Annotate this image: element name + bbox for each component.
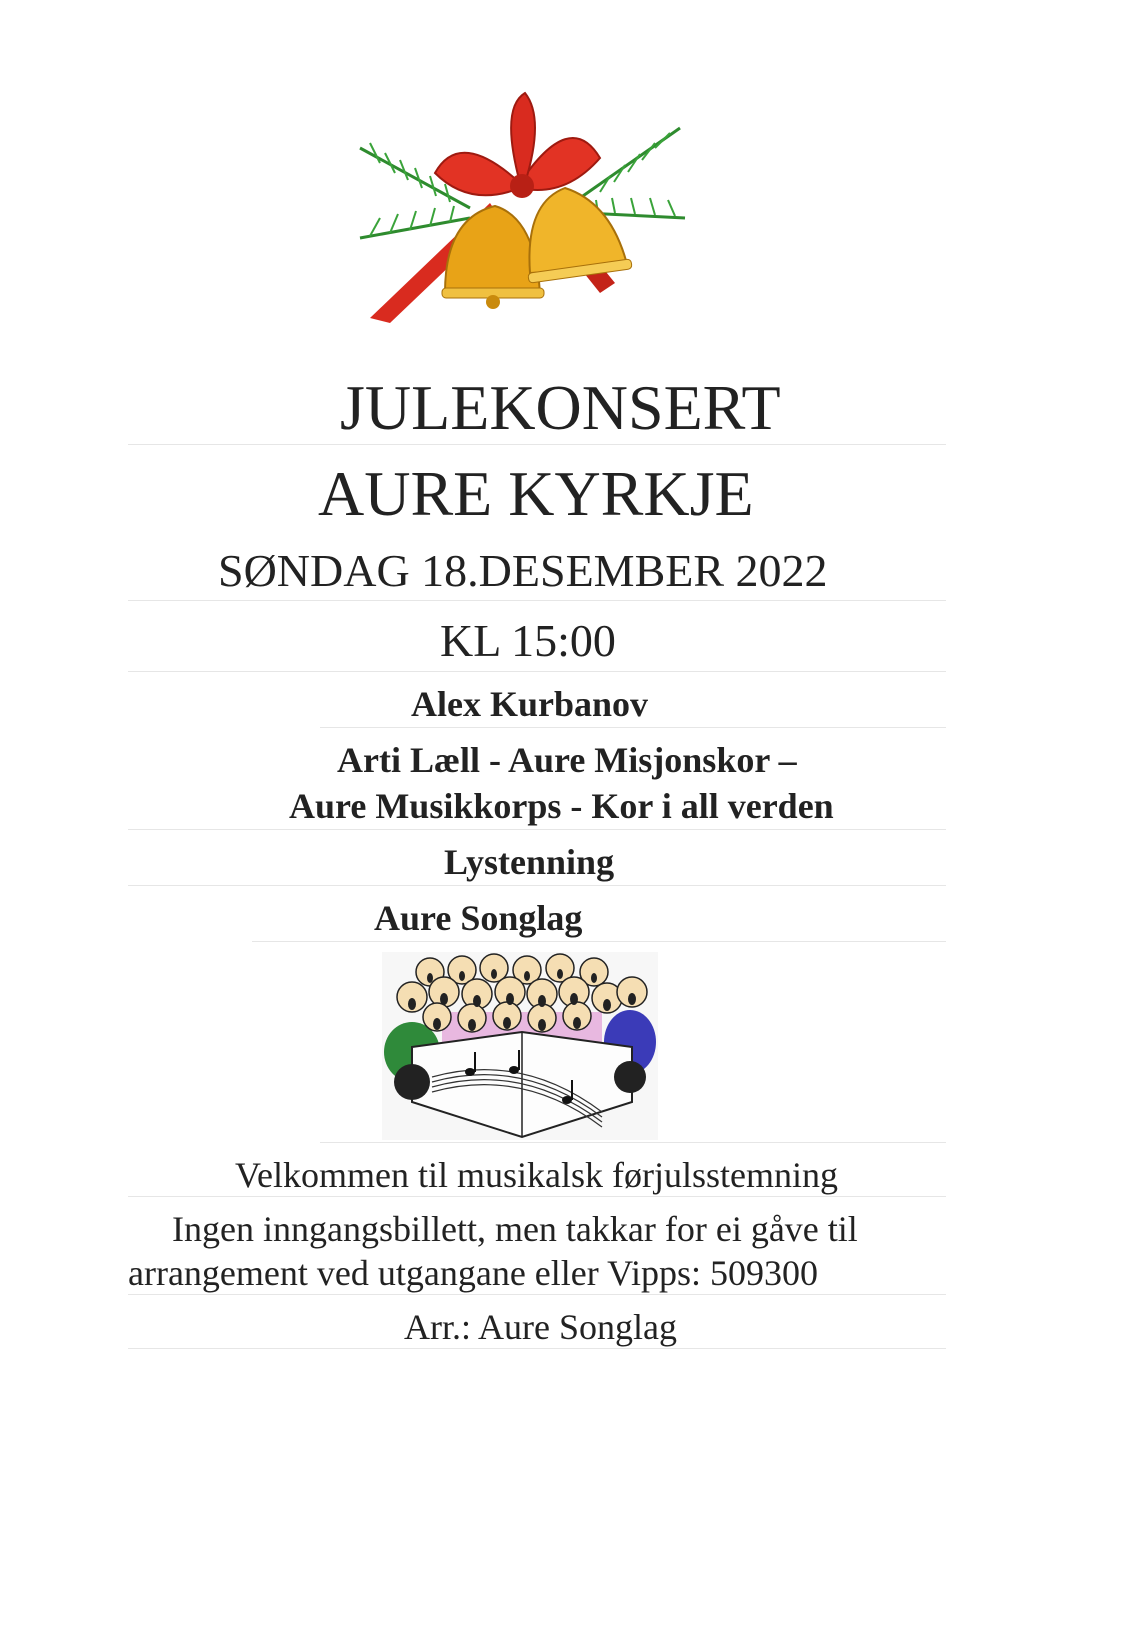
christmas-bells-icon xyxy=(350,88,690,343)
concert-date: SØNDAG 18.DESEMBER 2022 xyxy=(218,545,828,596)
divider xyxy=(128,1348,946,1349)
divider xyxy=(128,444,946,445)
divider xyxy=(128,829,946,830)
divider xyxy=(320,1142,946,1143)
divider xyxy=(252,941,946,942)
welcome-text: Velkommen til musikalsk førjulsstemning xyxy=(235,1155,838,1195)
ticket-info-line-2: arrangement ved utgangane eller Vipps: 509300 xyxy=(128,1253,818,1293)
concert-title: JULEKONSERT xyxy=(340,372,781,443)
venue-name: AURE KYRKJE xyxy=(318,458,754,529)
ticket-info-line-1: Ingen inngangsbillett, men takkar for ei gåve til xyxy=(172,1209,858,1249)
divider xyxy=(128,1196,946,1197)
divider xyxy=(128,600,946,601)
divider xyxy=(320,727,946,728)
performer-alex-kurbanov: Alex Kurbanov xyxy=(411,684,649,724)
organizer-text: Arr.: Aure Songlag xyxy=(404,1307,677,1347)
performer-line-1: Arti Læll - Aure Misjonskor – xyxy=(337,740,797,780)
divider xyxy=(128,671,946,672)
performer-line-2: Aure Musikkorps - Kor i all verden xyxy=(289,786,834,826)
performer-lystenning: Lystenning xyxy=(444,842,615,882)
divider xyxy=(128,1294,946,1295)
performer-aure-songlag: Aure Songlag xyxy=(374,898,583,938)
concert-time: KL 15:00 xyxy=(440,615,616,666)
choir-illustration xyxy=(382,952,658,1140)
divider xyxy=(128,885,946,886)
